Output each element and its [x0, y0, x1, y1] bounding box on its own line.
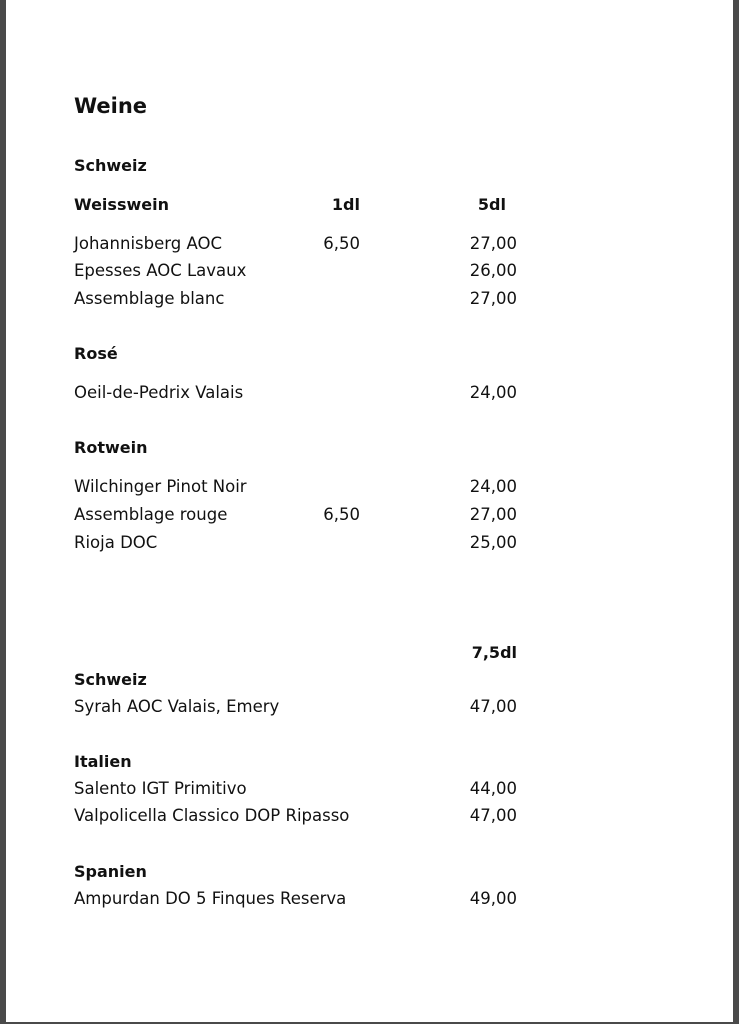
subheading-rotwein: Rotwein [74, 438, 148, 457]
price-7-5dl: 49,00 [469, 889, 517, 908]
price-7-5dl: 47,00 [469, 697, 517, 716]
group-heading-schweiz: Schweiz [74, 670, 147, 689]
price-5dl: 27,00 [469, 505, 517, 524]
column-header-5dl: 5dl [477, 195, 506, 214]
price-7-5dl: 44,00 [469, 779, 517, 798]
price-1dl: 6,50 [323, 505, 360, 524]
column-label-weisswein: Weisswein [74, 195, 169, 214]
price-5dl: 27,00 [469, 234, 517, 253]
wine-name: Assemblage blanc [74, 289, 225, 308]
subheading-rose: Rosé [74, 344, 118, 363]
price-7-5dl: 47,00 [469, 806, 517, 825]
wine-name: Epesses AOC Lavaux [74, 261, 247, 280]
column-header-7-5dl: 7,5dl [471, 643, 517, 662]
wine-name: Wilchinger Pinot Noir [74, 477, 247, 496]
page-title: Weine [74, 94, 148, 118]
price-5dl: 27,00 [469, 289, 517, 308]
column-header-1dl: 1dl [331, 195, 360, 214]
price-5dl: 24,00 [469, 383, 517, 402]
wine-name: Oeil-de-Pedrix Valais [74, 383, 244, 402]
wine-name: Valpolicella Classico DOP Ripasso [74, 806, 350, 825]
price-5dl: 24,00 [469, 477, 517, 496]
wine-name: Johannisberg AOC [74, 234, 222, 253]
wine-name: Salento IGT Primitivo [74, 779, 247, 798]
price-1dl: 6,50 [323, 234, 360, 253]
price-5dl: 25,00 [469, 533, 517, 552]
section-heading-schweiz: Schweiz [74, 156, 147, 175]
group-heading-spanien: Spanien [74, 862, 147, 881]
wine-name: Assemblage rouge [74, 505, 228, 524]
wine-name: Rioja DOC [74, 533, 158, 552]
menu-page [6, 0, 733, 1022]
wine-name: Syrah AOC Valais, Emery [74, 697, 280, 716]
price-5dl: 26,00 [469, 261, 517, 280]
group-heading-italien: Italien [74, 752, 132, 771]
wine-name: Ampurdan DO 5 Finques Reserva [74, 889, 347, 908]
